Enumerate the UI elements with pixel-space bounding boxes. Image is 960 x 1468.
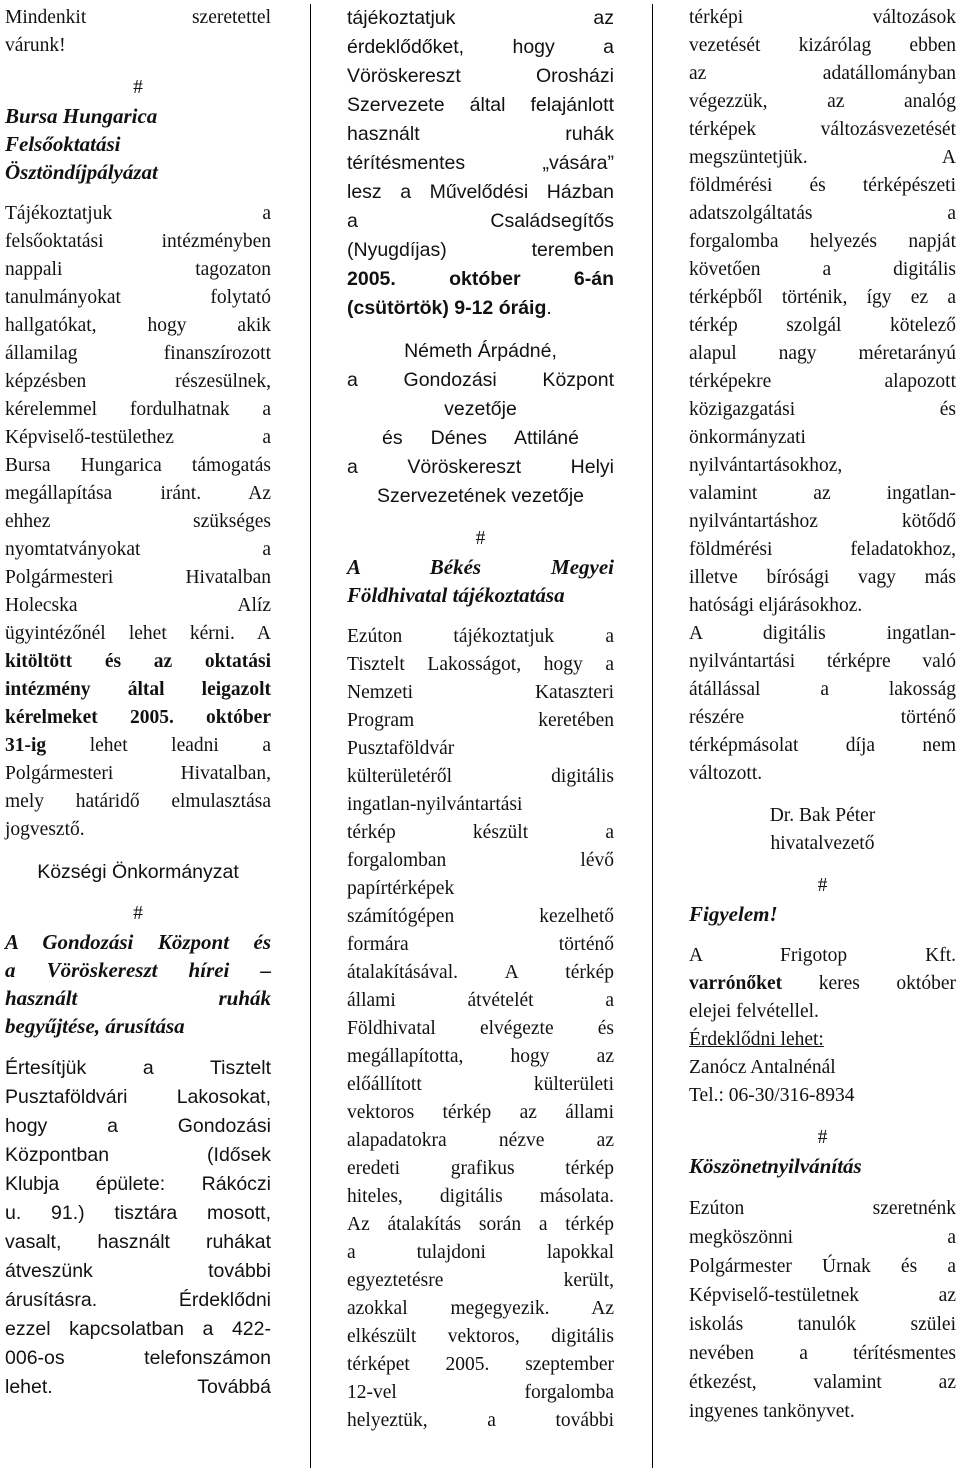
body-line: vezetését kizárólag ebben [689,35,956,56]
body-line: térképet 2005. szeptember [347,1354,614,1375]
body-line: térkép készült a [347,822,614,843]
body-line: Ezúton tájékoztatjuk a [347,626,614,647]
body-line: Polgármester Úrnak és a [689,1256,956,1277]
bold-line: intézmény által leigazolt [5,679,271,700]
foldhivatal-body [347,623,614,1435]
bursa-title [5,102,271,186]
body-line: ehhez szükséges [5,511,271,532]
body-line: Szervezete által felajánlott [347,94,614,116]
gondozasi-signature [347,337,614,511]
body-line: átalakításával. A térkép [347,962,614,983]
body-line: Tájékoztatjuk a [5,203,271,224]
body-line: jogvesztő. [5,819,85,840]
figyelem-body [689,942,956,1110]
body-line [689,970,956,998]
body-line: külterületéről digitális [347,766,614,787]
body-line: követően a digitális [689,259,956,280]
body-text: . [546,297,552,319]
signature-line: és Dénes Attiláné [382,427,579,449]
body-line: formára történő [347,934,614,955]
koszonet-body [689,1194,956,1426]
body-line: a Családsegítős [347,210,614,232]
title-line: Felsőoktatási [5,132,121,156]
column-left [5,4,271,1402]
body-line: ingatlan-nyilvántartási [347,794,523,815]
body-line: árusításra. Érdeklődni [5,1289,271,1311]
body-line: végezzük, az analóg [689,91,956,112]
column-divider [310,4,311,1468]
body-line: Földhivatal elvégezte és [347,1018,614,1039]
body-line: Klubja épülete: Rákóczi [5,1173,271,1195]
body-line: Az átalakítás során a térkép [347,1214,614,1235]
body-line: ingyenes tankönyvet. [689,1401,855,1422]
body-line: Polgármesteri Hivatalban, [5,763,271,784]
body-line: (Nyugdíjas) teremben [347,239,614,261]
signature-line: Szervezetének vezetője [376,485,585,507]
body-line: Bursa Hungarica támogatás [5,455,271,476]
body-line: átállással a lakosság [689,679,956,700]
signer-role: hivatalvezető [770,833,875,854]
bursa-body [5,200,271,844]
body-line: adatszolgáltatás a [689,203,956,224]
body-line: elkészült vektoros, digitális [347,1326,614,1347]
event-time: (csütörtök) 9-12 óráig [347,297,547,319]
body-line: megállapította, hogy az [347,1046,614,1067]
body-line: Ezúton szeretnénk [689,1198,956,1219]
body-line: térképmásolat díja nem [689,735,956,756]
body-line: Program keretében [347,710,614,731]
intro-line: várunk! [5,35,66,56]
title-line: A Gondozási Központ és [5,930,271,954]
signature-line: a Vöröskereszt Helyi [347,456,614,478]
section-separator: # [475,528,486,549]
body-line: vektoros térkép az állami [347,1102,614,1123]
body-line: állami átvételét a [347,990,614,1011]
body-line: nevében a térítésmentes [689,1343,956,1364]
body-line: az adatállományban [689,63,956,84]
contact-name: Zanócz Antalnénál [689,1057,836,1078]
body-line: illetve bírósági vagy más [689,567,956,588]
foldhivatal-signer [689,802,956,858]
column-right [689,4,956,1426]
signature: Községi Önkormányzat [37,861,239,883]
body-line: forgalomba helyezés napját [689,231,956,252]
signature-line: vezetője [444,398,517,420]
section-separator: # [817,875,828,896]
body-line: helyeztük, a további [347,1410,614,1431]
body-line: papírtérképek [347,878,455,899]
body-line: felsőoktatási intézményben [5,231,271,252]
body-line: Polgármesteri Hivatalban [5,567,271,588]
body-line: érdeklődőket, hogy a [347,36,614,58]
signature-line: Németh Árpádné, [404,340,557,362]
body-line: térképekre alapozott [689,371,956,392]
body-line: változott. [689,763,763,784]
body-line: lesz a Művelődési Házban [347,181,614,203]
title-line: Ösztöndíjpályázat [5,160,158,184]
body-line: földmérési feladatokhoz, [689,539,956,560]
section-separator: # [133,903,143,924]
body-line: nyomtatványokat a [5,539,271,560]
body-line: részére történő [689,707,956,728]
bold-line: kitöltött és az oktatási [5,651,271,672]
gondozasi-continued [347,4,614,323]
body-line: Nemzeti Kataszteri [347,682,614,703]
bold-line: kérelmeket 2005. október [5,707,271,728]
body-line: önkormányzati [689,427,806,448]
body-line: képzésben részesülnek, [5,371,271,392]
body-line: térképből történik, így ez a [689,287,956,308]
body-line: tanulmányokat folytató [5,287,271,308]
body-line: A Frigotop Kft. [689,945,956,966]
body-line: hallgatókat, hogy akik [5,315,271,336]
body-line: megállapítása iránt. Az [5,483,271,504]
body-line: Vöröskereszt Orosházi [347,65,614,87]
body-line: térkép szolgál kötelező [689,315,956,336]
figyelem-title: Figyelem! [689,902,778,926]
body-text: lehet leadni a [46,735,271,756]
column-divider [652,4,653,1468]
section-separator: # [133,77,143,98]
body-line [347,294,614,323]
body-line: elejei felvétellel. [689,1001,819,1022]
body-line: étkezést, valamint az [689,1372,956,1393]
body-line: vasalt, használt ruhákat [5,1231,271,1253]
body-line: nyilvántartásokhoz, [689,455,843,476]
body-line: Értesítjük a Tisztelt [5,1057,271,1079]
body-line: forgalomban lévő [347,850,614,871]
title-line: a Vöröskereszt hírei – [5,958,271,982]
body-line: iskolás tanulók szülei [689,1314,956,1335]
body-line: hatósági eljárásokhoz. [689,595,863,616]
body-line: eredeti grafikus térkép [347,1158,614,1179]
gondozasi-title [5,928,271,1040]
body-line: hiteles, digitális másolata. [347,1186,614,1207]
body-text: keres október [782,973,956,994]
body-line: Tisztelt Lakosságot, hogy a [347,654,614,675]
contact-label: Érdeklődni lehet: [689,1029,824,1050]
body-line: alapul nagy méretarányú [689,343,956,364]
title-line: A Békés Megyei [347,555,614,579]
body-line: használt ruhák [347,123,614,145]
body-line: Pusztaföldvári Lakosokat, [5,1086,271,1108]
body-line: 006-os telefonszámon [5,1347,271,1369]
section-separator: # [817,1127,828,1148]
signer-name: Dr. Bak Péter [769,805,876,826]
body-line: valamint az ingatlan- [689,483,956,504]
body-line: térképek változásvezetését [689,119,956,140]
title-line: Földhivatal tájékoztatása [347,583,565,607]
body-line: közigazgatási és [689,399,956,420]
title-line: begyűjtése, árusítása [5,1014,185,1038]
body-line: térítésmentes „vására” [347,152,614,174]
body-line: alapadatokra nézve az [347,1130,614,1151]
body-line: Képviselő-testülethez a [5,427,271,448]
body-line: A digitális ingatlan- [689,623,956,644]
body-line: egyeztetésre került, [347,1270,614,1291]
foldhivatal-continued [689,4,956,788]
body-line: ügyintézőnél lehet kérni. A [5,623,271,644]
title-line: Bursa Hungarica [5,104,158,128]
body-line: ezzel kapcsolatban a 422- [5,1318,271,1340]
body-line: a tulajdoni lapokkal [347,1242,614,1263]
contact-phone: Tel.: 06-30/316-8934 [689,1085,855,1106]
body-line: 12-vel forgalomba [347,1382,614,1403]
body-line: u. 91.) tisztára mosott, [5,1202,271,1224]
body-line: nyilvántartáshoz kötődő [689,511,956,532]
body-line: Pusztaföldvár [347,738,455,759]
body-line: tájékoztatjuk az [347,7,614,29]
body-line: mely határidő elmulasztása [5,791,271,812]
body-line: földmérési és térképészeti [689,175,956,196]
body-line: számítógépen kezelhető [347,906,614,927]
body-line: azokkal megegyezik. Az [347,1298,614,1319]
body-line [5,732,271,760]
body-line: államilag finanszírozott [5,343,271,364]
body-line: nyilvántartási térképre való [689,651,956,672]
body-line: Központban (Idősek [5,1144,271,1166]
body-line: lehet. Továbbá [5,1376,271,1398]
foldhivatal-title [347,553,614,609]
body-line: megszüntetjük. A [689,147,956,168]
signature-line: a Gondozási Központ [347,369,614,391]
deadline-date: 31-ig [5,735,47,756]
event-date: 2005. október 6-án [347,268,614,290]
body-line: térképi változások [689,7,956,28]
body-line: Képviselő-testületnek az [689,1285,956,1306]
body-line: nappali tagozaton [5,259,271,280]
title-line: használt ruhák [5,986,271,1010]
body-line: megköszönni a [689,1227,956,1248]
column-middle [347,4,614,1435]
body-line: hogy a Gondozási [5,1115,271,1137]
body-line: előállított külterületi [347,1074,614,1095]
job-title: varrónőket [689,973,783,994]
koszonet-title: Köszönetnyilvánítás [689,1154,862,1178]
body-line: kérelemmel fordulhatnak a [5,399,271,420]
gondozasi-body [5,1054,271,1402]
intro-line: Mindenkit szeretettel [5,7,271,28]
body-line: Holecska Alíz [5,595,271,616]
body-line: átveszünk további [5,1260,271,1282]
